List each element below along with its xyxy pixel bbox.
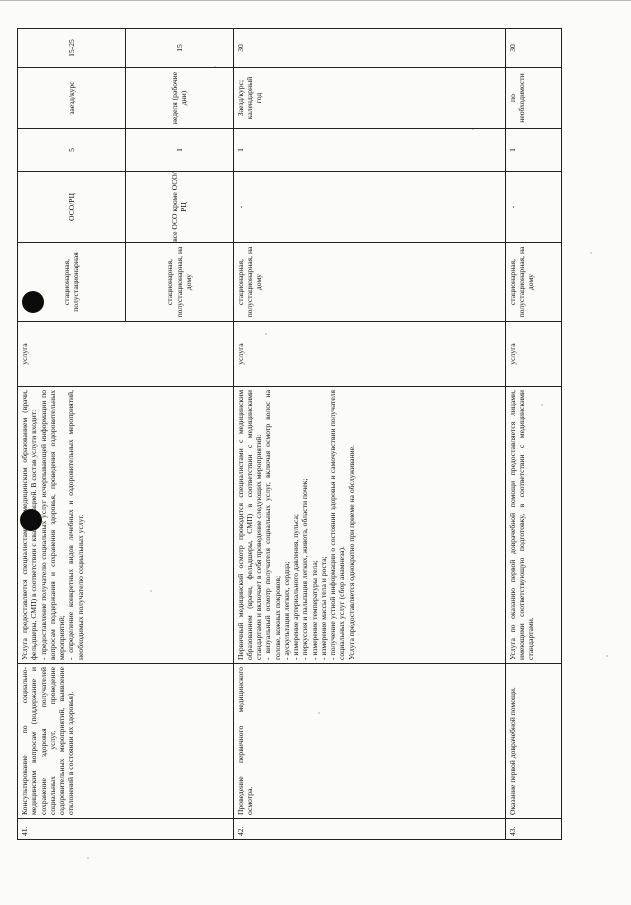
org-value: все ОСО кроме ОСО/РЦ [169, 172, 189, 242]
unit-cell: услуга [233, 322, 505, 387]
description-text: Первичный медицинский осмотр проводится специалистами с медицинским образованием (врачи, фельдшеры, СМП) в соответствии с медицинскими стандартами и включает в себя проведение следующих мероприятий: [235, 390, 264, 660]
scan-top-edge [0, 0, 631, 1]
time-value: 15 [174, 44, 184, 52]
scan-speck [606, 655, 608, 657]
service-description [233, 387, 505, 664]
row-number: 42. [233, 819, 505, 840]
time-cell: 30 [505, 29, 561, 68]
description-item: - измерение артериального давления, пульса; [291, 514, 301, 660]
table-row [505, 29, 561, 840]
service-name: Консультирование по социально-медицинским вопросам (поддержание и сохранение здоровья получателей социальных услуг, проведение оздоровительных мероприятий, выявление отклонений в состоянии их здоровья). [18, 664, 234, 819]
form-value: стационарная, полустационарная, на дому [165, 246, 193, 318]
description-text: Услуга предоставляется специалистами с медицинским образованием (врачи, фельдшеры, СМП) в соответствии с квалификацией. В состав услуги входит: [20, 390, 39, 660]
period-cell: по необходимости [505, 68, 561, 129]
volume-cell: 1 [233, 129, 505, 172]
row-number: 41. [18, 819, 234, 840]
unit-cell: услуга [505, 322, 561, 387]
form-cell: стационарная, полустационарная, на дому [505, 243, 561, 322]
description-item: - измерение температуры тела; [309, 560, 319, 660]
volume-value: 1 [174, 148, 184, 152]
rotated-table-page [17, 39, 562, 840]
scan-speck [590, 252, 592, 254]
service-name: Оказание первой доврачебной помощи. [505, 664, 561, 819]
period-cell [18, 68, 234, 129]
description-item: - аускультация легких, сердца; [281, 561, 291, 660]
org-cell: - [233, 172, 505, 243]
volume-cell [18, 129, 234, 172]
form-cell: стационарная, полустационарная, на дому [233, 243, 505, 322]
service-name: Проведение первичного медицинского осмотра. [233, 664, 505, 819]
time-cell: 30 [233, 29, 505, 68]
unit-cell: услуга [18, 322, 234, 387]
service-description: Услуга по оказанию первой доврачебной помощи предоставляется лицами, имеющими соответствующую подготовку, в соответствии с медицинскими стандартами. [505, 387, 561, 664]
org-cell [18, 172, 234, 243]
description-item: - получение устной информации о состоянии здоровья и самочувствии получателя социальных услуг (сбор анамнеза). [328, 390, 347, 660]
table-row [18, 29, 234, 840]
period-cell: Заезд/курс; календарный год [233, 68, 505, 129]
time-cell [18, 29, 234, 68]
description-item: - измерение массы тела и роста; [318, 556, 328, 660]
org-cell: - [505, 172, 561, 243]
description-item: - перкуссия и пальпация легких, живота, области почек; [300, 478, 310, 660]
description-item: - определение конкретных видов лечебных и оздоровительных мероприятий, необходимых получателю социальных услуг. [66, 390, 85, 660]
services-table [17, 28, 562, 840]
description-item: Услуга предоставляется однократно при приеме на обслуживание. [346, 445, 356, 660]
volume-cell: 1 [505, 129, 561, 172]
scan-speck [87, 857, 89, 859]
time-value: 15-25 [18, 29, 126, 67]
service-description [18, 387, 234, 664]
form-cell [18, 243, 234, 322]
description-item: - визуальный осмотр получателя социальных услуг, включая осмотр волос на голове, кожных покровов; [263, 390, 282, 660]
period-value: неделя (рабочие дни) [169, 71, 189, 125]
row-number: 43. [505, 819, 561, 840]
org-value: ОСО/РЦ [18, 172, 126, 242]
description-item: - предоставление получателю социальных услуг исчерпывающей информации по вопросам поддержания и сохранения здоровья, проведения оздоровительных мероприятий; [38, 390, 66, 660]
table-row [233, 29, 505, 840]
volume-value: 5 [18, 129, 126, 171]
period-value: заезд/курс [18, 68, 126, 128]
form-value: стационарная, полустационарная [18, 243, 126, 321]
